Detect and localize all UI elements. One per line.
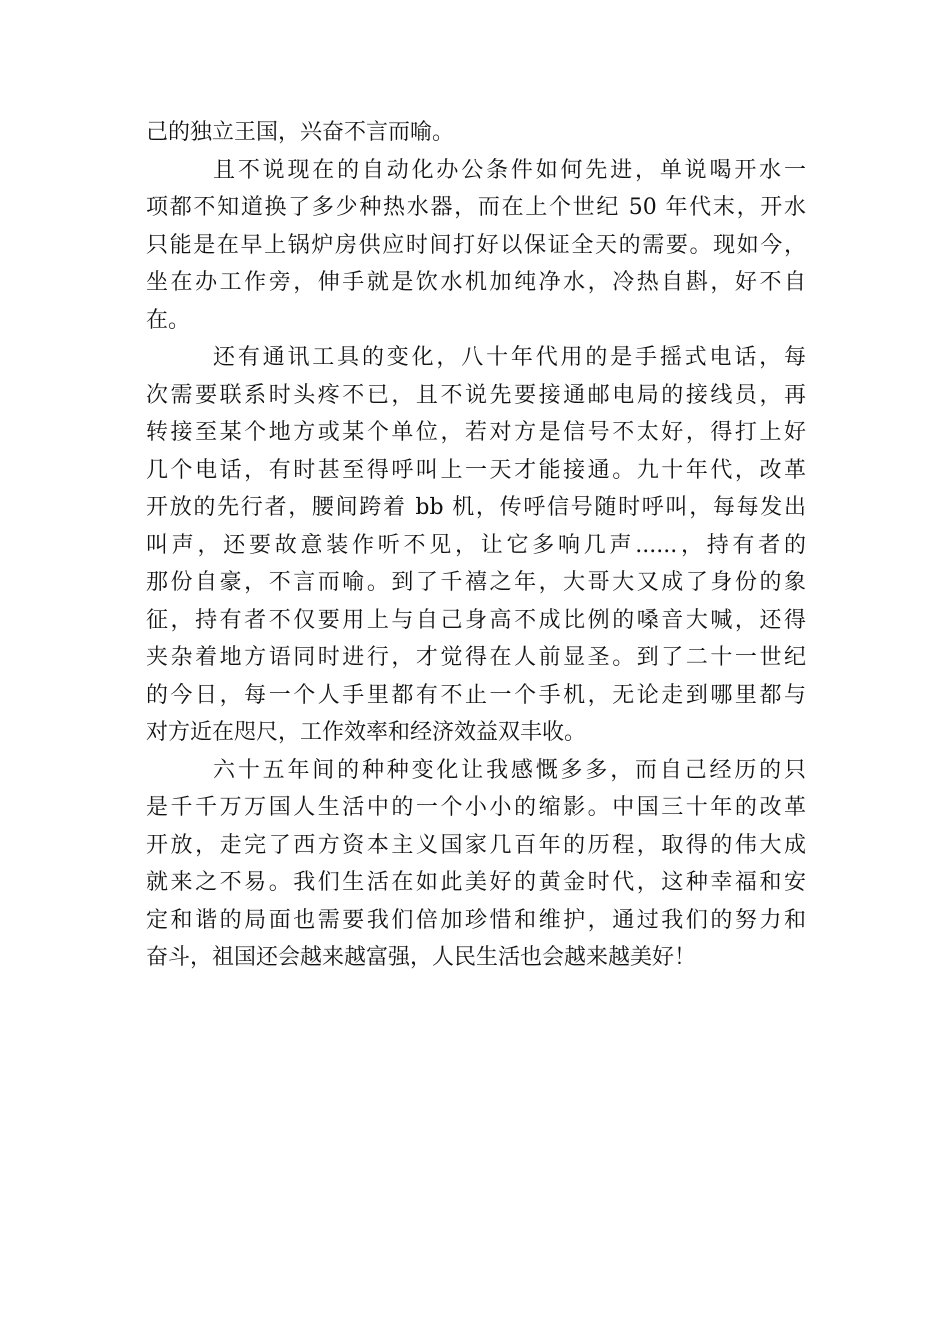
text-line: 是千千万万国人生活中的一个小小的缩影。中国三十年的改革 bbox=[146, 795, 806, 820]
text-line: 征，持有者不仅要用上与自己身高不成比例的嗓音大喊，还得 bbox=[146, 607, 806, 633]
text-line: 开放，走完了西方资本主义国家几百年的历程，取得的伟大成 bbox=[146, 832, 806, 858]
text-line: 夹杂着地方语同时进行，才觉得在人前显圣。到了二十一世纪 bbox=[146, 645, 806, 670]
text-line: 在。 bbox=[146, 307, 191, 333]
text-line: 只能是在早上锅炉房供应时间打好以保证全天的需要。现如今， bbox=[146, 232, 806, 258]
text-line: 的今日，每一个人手里都有不止一个手机，无论走到哪里都与 bbox=[146, 682, 806, 708]
text-line: 项都不知道换了多少种热水器，而在上个世纪 50 年代末，开水 bbox=[146, 195, 806, 220]
text-line: 转接至某个地方或某个单位，若对方是信号不太好，得打上好 bbox=[146, 420, 806, 445]
text-line: 那份自豪，不言而喻。到了千禧之年，大哥大又成了身份的象 bbox=[146, 570, 806, 595]
text-line: 坐在办工作旁，伸手就是饮水机加纯净水，冷热自斟，好不自 bbox=[146, 270, 806, 295]
text-line: 还有通讯工具的变化，八十年代用的是手摇式电话，每 bbox=[213, 345, 806, 370]
text-line: 六十五年间的种种变化让我感慨多多，而自己经历的只 bbox=[213, 757, 806, 783]
text-line: 次需要联系时头疼不已，且不说先要接通邮电局的接线员，再 bbox=[146, 382, 806, 408]
text-line: 定和谐的局面也需要我们倍加珍惜和维护，通过我们的努力和 bbox=[146, 907, 806, 933]
text-line: 对方近在咫尺，工作效率和经济效益双丰收。 bbox=[146, 720, 587, 745]
text-line: 叫声，还要故意装作听不见，让它多响几声......，持有者的 bbox=[146, 532, 806, 558]
body-text bbox=[146, 114, 806, 977]
text-line: 就来之不易。我们生活在如此美好的黄金时代，这种幸福和安 bbox=[146, 870, 806, 895]
text-line: 奋斗，祖国还会越来越富强，人民生活也会越来越美好！ bbox=[146, 945, 697, 970]
text-line: 且不说现在的自动化办公条件如何先进，单说喝开水一 bbox=[213, 157, 806, 183]
text-line: 己的独立王国，兴奋不言而喻。 bbox=[146, 120, 455, 145]
text-line: 开放的先行者，腰间跨着 bb 机，传呼信号随时呼叫，每每发出 bbox=[146, 495, 806, 520]
text-line: 几个电话，有时甚至得呼叫上一天才能接通。九十年代，改革 bbox=[146, 457, 806, 483]
